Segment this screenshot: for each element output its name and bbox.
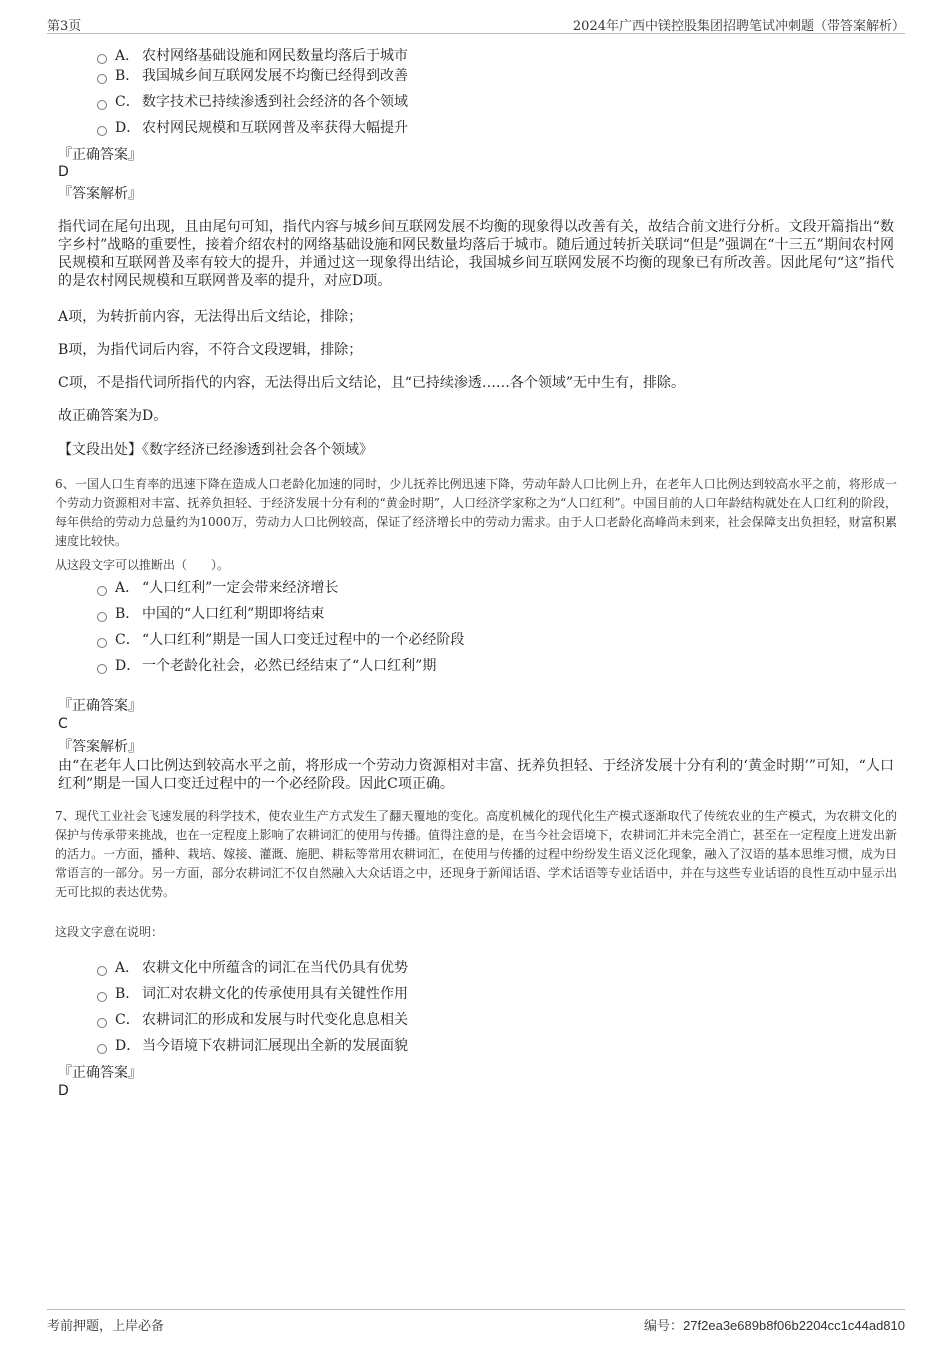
q6-analysis-label: 『答案解析』 <box>58 739 142 755</box>
document-title: 2024年广西中镁控股集团招聘笔试冲刺题（带答案解析） <box>572 19 905 34</box>
q5-conclusion: 故正确答案为D。 <box>58 408 168 424</box>
radio-icon[interactable] <box>97 54 107 64</box>
page-footer <box>47 1309 905 1334</box>
footer-slogan: 考前押题，上岸必备 <box>47 1319 165 1334</box>
q7-answer-label: 『正确答案』 <box>58 1065 142 1081</box>
radio-icon[interactable] <box>97 126 107 136</box>
radio-icon[interactable] <box>97 100 107 110</box>
radio-icon[interactable] <box>97 612 107 622</box>
q6-answer-label: 『正确答案』 <box>58 698 142 714</box>
radio-icon[interactable] <box>97 1018 107 1028</box>
q7-stem: 7、现代工业社会飞速发展的科学技术，使农业生产方式发生了翻天覆地的变化。高度机械化的现代化生产模式逐渐取代了传统农业的生产模式，为农耕文化的保护与传承带来挑战，也在一定程度上影响了农耕词汇的使用与传播。值得注意的是，在当今社会语境下，农耕词汇并未完全消亡，甚至在一定程度上迸发出新的活力。一方面，播种、栽培、嫁接、灌溉、施肥、耕耘等常用农耕词汇，在使用与传播的过程中纷纷发生语义泛化现象，融入了汉语的基本思维习惯，成为日常语言的一部分。另一方面，部分农耕词汇不仅自然融入大众话语之中，还现身于新闻话语、学术话语等专业话语中，并在与这些专业话语的良性互动中显示出无可比拟的表达优势。 <box>55 809 897 899</box>
page-header <box>47 13 905 34</box>
q5-note-b: B项，为指代词后内容，不符合文段逻辑，排除； <box>58 342 363 358</box>
q6-analysis: 由“在老年人口比例达到较高水平之前，将形成一个劳动力资源相对丰富、抚养负担轻、于经济发展十分有利的‘黄金时期’”可知，“人口红利”期是一国人口变迁过程中的一个必经阶段。因此C项正确。 <box>58 758 894 792</box>
radio-icon[interactable] <box>97 586 107 596</box>
q5-answer: D <box>58 164 69 180</box>
q6-question: 从这段文字可以推断出（ ）。 <box>55 558 230 572</box>
q5-analysis-label: 『答案解析』 <box>58 186 142 202</box>
document-code: 编号：27f2ea3e689b8f06b2204cc1c44ad810 <box>644 1318 905 1334</box>
q7-answer: D <box>58 1083 69 1099</box>
q5-answer-label: 『正确答案』 <box>58 147 142 163</box>
q5-note-c: C项，不是指代词所指代的内容，无法得出后文结论，且“已持续渗透……各个领域”无中生有，排除。 <box>58 375 686 391</box>
q5-source: 【文段出处】《数字经济已经渗透到社会各个领域》 <box>58 442 373 458</box>
q5-note-a: A项，为转折前内容，无法得出后文结论，排除； <box>58 309 363 325</box>
page-number: 第3页 <box>47 19 82 34</box>
q7-question: 这段文字意在说明： <box>55 925 164 939</box>
radio-icon[interactable] <box>97 664 107 674</box>
q6-stem: 6、一国人口生育率的迅速下降在造成人口老龄化加速的同时，少儿抚养比例迅速下降，劳动年龄人口比例上升，在老年人口比例达到较高水平之前，将形成一个劳动力资源相对丰富、抚养负担轻、于经济发展十分有利的“黄金时期”，人口经济学家称之为“人口红利”。中国目前的人口年龄结构就处在人口红利的阶段，每年供给的劳动力总量约为1000万，劳动力人口比例较高，保证了经济增长中的劳动力需求。由于人口老龄化高峰尚未到来，社会保障支出负担轻，财富积累速度比较快。 <box>55 477 897 548</box>
radio-icon[interactable] <box>97 1044 107 1054</box>
radio-icon[interactable] <box>97 74 107 84</box>
q5-analysis: 指代词在尾句出现，且由尾句可知，指代内容与城乡间互联网发展不均衡的现象得以改善有关，故结合前文进行分析。文段开篇指出“数字乡村”战略的重要性，接着介绍农村的网络基础设施和网民数量均落后于城市。随后通过转折关联词“但是”强调在“十三五”期间农村网民规模和互联网普及率有较大的提升，并通过这一现象得出结论，我国城乡间互联网发展不均衡的现象已有所改善。因此尾句“这”指代的是农村网民规模和互联网普及率的提升，对应D项。 <box>58 219 894 289</box>
radio-icon[interactable] <box>97 638 107 648</box>
radio-icon[interactable] <box>97 966 107 976</box>
q6-answer: C <box>58 716 68 732</box>
radio-icon[interactable] <box>97 992 107 1002</box>
